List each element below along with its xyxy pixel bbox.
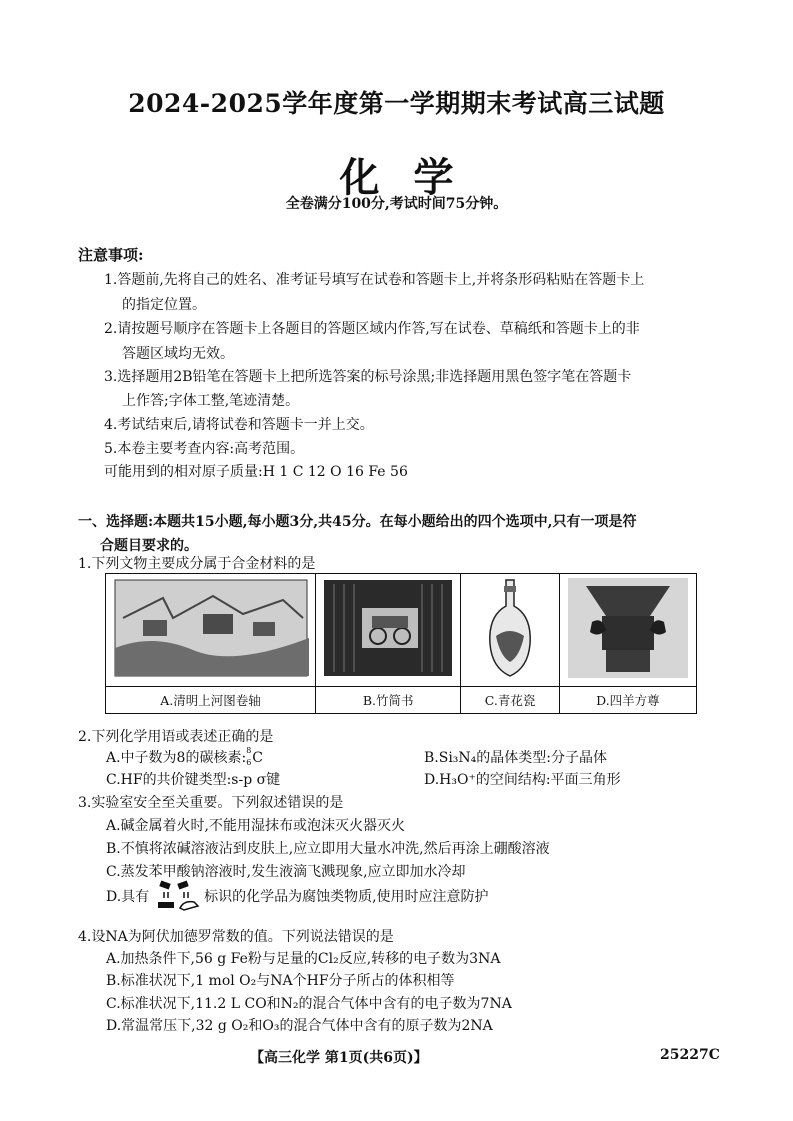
q3-option-B: B.不慎将浓碱溶液沾到皮肤上,应立即用大量水冲洗,然后再涂上硼酸溶液 bbox=[106, 841, 550, 857]
notice-item: 2.请按题号顺序在答题卡上各题目的答题区域内作答,写在试卷、草稿纸和答题卡上的非 bbox=[104, 321, 640, 337]
section-heading-cont: 合题目要求的。 bbox=[100, 538, 198, 554]
q3-option-C: C.蒸发苯甲酸钠溶液时,发生液滴飞溅现象,应立即加水冷却 bbox=[106, 864, 466, 880]
nuclide-symbol bbox=[246, 746, 268, 767]
painting-scroll-icon bbox=[113, 578, 309, 678]
exam-title: 2024-2025学年度第一学期期末考试高三试题 bbox=[128, 89, 665, 118]
artifact-table bbox=[105, 573, 697, 714]
bronze-zun-image bbox=[559, 574, 696, 687]
q3-option-D bbox=[106, 880, 489, 914]
notice-item: 1.答题前,先将自己的姓名、准考证号填写在试卷和答题卡上,并将条形码粘贴在答题卡上 bbox=[104, 272, 645, 288]
vase-icon bbox=[480, 576, 540, 680]
notice-item: 上作答;字体工整,笔迹清楚。 bbox=[122, 393, 300, 409]
question-4-stem: 4.设NA为阿伏加德罗常数的值。下列说法错误的是 bbox=[78, 929, 394, 945]
q2-option-A-text: A.中子数为8的碳核素: bbox=[106, 750, 247, 766]
q2-option-B: B.Si₃N₄的晶体类型:分子晶体 bbox=[424, 750, 607, 766]
mass-number: 8 bbox=[246, 746, 252, 755]
option-C-caption: C.青花瓷 bbox=[461, 687, 560, 714]
option-D-caption: D.四羊方尊 bbox=[559, 687, 696, 714]
notice-heading: 注意事项: bbox=[78, 246, 144, 264]
paper-code: 25227C bbox=[660, 1047, 720, 1063]
notice-item: 4.考试结束后,请将试卷和答题卡一并上交。 bbox=[104, 417, 374, 433]
notice-item: 的指定位置。 bbox=[122, 297, 206, 313]
option-A-caption: A.清明上河图卷轴 bbox=[106, 687, 316, 714]
notice-item: 答题区域均无效。 bbox=[122, 346, 234, 362]
q2-option-D: D.H₃O⁺的空间结构:平面三角形 bbox=[424, 772, 621, 788]
q4-option-C: C.标准状况下,11.2 L CO和N₂的混合气体中含有的电子数为7NA bbox=[106, 996, 512, 1012]
q3-option-D-pre: D.具有 bbox=[106, 889, 150, 905]
q3-option-A: A.碱金属着火时,不能用湿抹布或泡沫灭火器灭火 bbox=[106, 818, 406, 834]
atomic-number: 6 bbox=[246, 758, 252, 767]
notice-item: 5.本卷主要考查内容:高考范围。 bbox=[104, 441, 305, 457]
scroll-image bbox=[106, 574, 316, 687]
q4-option-D: D.常温常压下,32 g O₂和O₃的混合气体中含有的原子数为2NA bbox=[106, 1018, 493, 1034]
option-B-caption: B.竹简书 bbox=[316, 687, 461, 714]
q3-option-D-post: 标识的化学品为腐蚀类物质,使用时应注意防护 bbox=[204, 889, 489, 905]
question-3-stem: 3.实验室安全至关重要。下列叙述错误的是 bbox=[78, 795, 344, 811]
bamboo-slips-image bbox=[316, 574, 461, 687]
element-symbol: C bbox=[252, 750, 263, 766]
question-2-stem: 2.下列化学用语或表述正确的是 bbox=[78, 729, 274, 745]
corrosive-hazard-icon bbox=[154, 880, 200, 914]
q4-option-A: A.加热条件下,56 g Fe粉与足量的Cl₂反应,转移的电子数为3NA bbox=[106, 951, 501, 967]
q4-option-B: B.标准状况下,1 mol O₂与NA个HF分子所占的体积相等 bbox=[106, 973, 455, 989]
question-1-stem: 1.下列文物主要成分属于合金材料的是 bbox=[78, 556, 316, 572]
q2-option-A bbox=[106, 747, 268, 767]
bronze-vessel-icon bbox=[566, 576, 690, 680]
notice-item: 3.选择题用2B铅笔在答题卡上把所选答案的标号涂黑;非选择题用黑色签字笔在答题卡 bbox=[104, 369, 632, 385]
porcelain-image bbox=[461, 574, 560, 687]
bamboo-slips-icon bbox=[322, 578, 454, 678]
page-footer: 【高三化学 第1页(共6页)】 bbox=[250, 1050, 428, 1066]
q2-option-C: C.HF的共价键类型:s-p σ键 bbox=[106, 772, 281, 788]
subject-title: 化学 bbox=[339, 154, 488, 201]
score-info: 全卷满分100分,考试时间75分钟。 bbox=[285, 196, 508, 212]
atomic-masses: 可能用到的相对原子质量:H 1 C 12 O 16 Fe 56 bbox=[104, 464, 408, 480]
section-heading: 一、选择题:本题共15小题,每小题3分,共45分。在每小题给出的四个选项中,只有一项是符 bbox=[78, 514, 637, 530]
